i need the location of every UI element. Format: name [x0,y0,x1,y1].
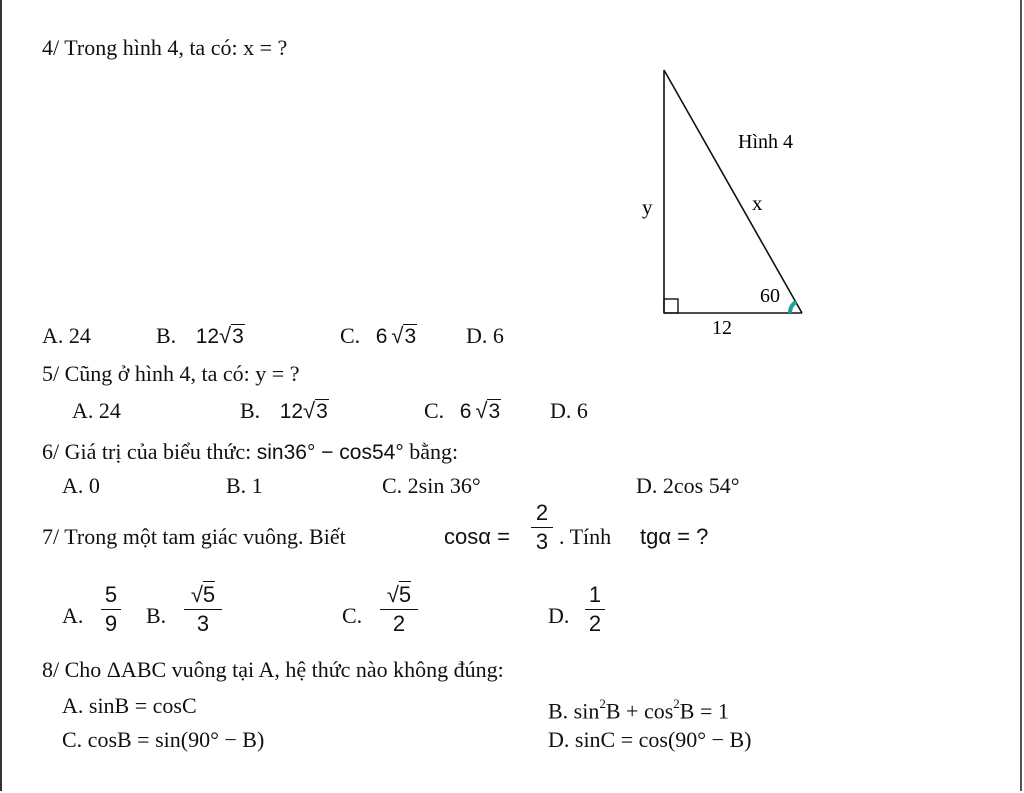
q5-option-b-coef: 12 [279,400,304,423]
q6-option-d: D. 2cos 54° [636,473,740,498]
q6-option-a: A. 0 [62,473,100,498]
q7-cos-numerator: 2 [535,500,549,525]
q6-option-b: B. 1 [226,473,263,498]
figure-caption: Hình 4 [738,131,793,153]
q6-expression: sin36° − cos54° [256,441,404,464]
q6-option-c: C. 2sin 36° [382,473,481,498]
q4-option-c-label: C. [340,323,361,348]
q7-option-d-label: D. [548,603,570,628]
q7-option-d-fraction [585,582,605,637]
q4-option-b-radicand: 3 [232,325,244,348]
q5-option-a: A. 24 [72,398,121,423]
q7-option-a-denominator: 9 [104,611,118,636]
q5-option-c-label: C. [424,398,445,423]
q4-option-c-radicand: 3 [404,325,417,348]
q7-option-c-denominator: 2 [392,611,406,636]
q7-option-c-radicand: 5 [398,582,412,607]
q7-option-a-fraction [101,582,121,637]
q5-option-b: B. 12√3 [240,398,328,423]
q7-option-c-fraction: √5 2 [380,582,418,637]
q8-option-b-exp1: 2 [599,696,606,711]
q7-tg-expr: tgα = ? [640,524,709,549]
q8-option-b-end: B = 1 [679,698,729,724]
q7-question-mid: . Tính [559,524,612,549]
label-angle: 60 [760,285,780,307]
q7-question-prefix: 7/ Trong một tam giác vuông. Biết [42,524,346,549]
q6-question [42,438,458,467]
angle-arc [790,302,796,313]
q8-option-b-mid: B + cos [605,698,674,724]
q8-option-d: D. sinC = cos(90° − B) [548,727,752,752]
q4-option-b-coef: 12 [195,325,220,348]
q4-option-b-label: B. [156,323,177,348]
q7-option-b-radicand: 5 [202,582,216,607]
q7-option-a-label: A. [62,603,84,628]
q5-option-c: C. 6 √3 [424,398,501,423]
q8-option-b-exp2: 2 [673,696,680,711]
q7-cos-fraction [531,500,553,555]
q7-option-d-numerator: 1 [588,582,602,607]
q5-option-c-coef: 6 [459,400,472,423]
q7-cos-expr: cosα = [444,524,510,549]
q7-option-a-numerator: 5 [104,582,118,607]
q7-option-b-label: B. [146,603,167,628]
q4-option-c-coef: 6 [375,325,388,348]
triangle-hypotenuse [664,70,802,313]
right-angle-mark [664,299,678,313]
q5-option-c-radicand: 3 [488,400,501,423]
q7-option-d-denominator: 2 [588,611,602,636]
figure-hinh-4 [630,60,820,350]
q5-question: 5/ Cũng ở hình 4, ta có: y = ? [42,361,300,386]
q4-option-d: D. 6 [466,323,504,348]
q5-option-b-label: B. [240,398,261,423]
q4-option-b: B. 12√3 [156,323,244,348]
q7-option-c-label: C. [342,603,363,628]
q8-option-a: A. sinB = cosC [62,693,197,718]
q8-option-b-label: B. sin [548,698,600,724]
q4-option-a: A. 24 [42,323,91,348]
q6-question-prefix: 6/ Giá trị của biểu thức: [42,439,252,464]
q7-option-b-denominator: 3 [196,611,210,636]
q7-cos-denominator: 3 [535,529,549,554]
q4-question: 4/ Trong hình 4, ta có: x = ? [42,35,288,60]
q8-question: 8/ Cho ΔABC vuông tại A, hệ thức nào không đúng: [42,657,504,682]
label-x: x [752,191,763,215]
q6-question-suffix: bằng: [409,439,459,464]
q4-option-c: C. 6 √3 [340,323,417,348]
label-y: y [642,195,653,219]
q7-option-b-fraction: √5 3 [184,582,222,637]
q8-option-b [548,692,729,725]
q5-option-d: D. 6 [550,398,588,423]
label-base: 12 [712,317,732,339]
q8-option-c: C. cosB = sin(90° − B) [62,727,265,752]
q5-option-b-radicand: 3 [316,400,328,423]
